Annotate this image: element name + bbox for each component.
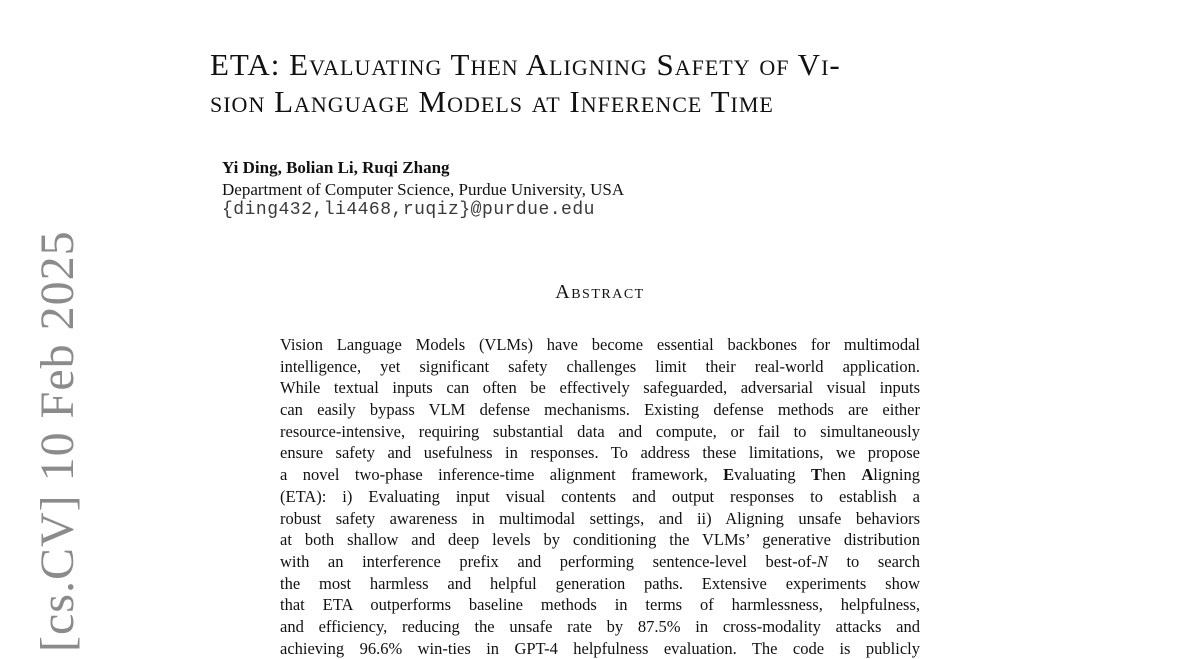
abstract-line: Vision Language Models (VLMs) have become essential backbones for multimodal — [280, 335, 920, 354]
abstract-line: achieving 96.6% win-ties in GPT-4 helpfulness evaluation. The code is publicly — [280, 638, 920, 658]
abstract-line: (ETA): i) Evaluating input visual contents and output responses to establish a — [280, 486, 920, 506]
abstract-line: a novel two-phase inference-time alignment framework, Evaluating Then Aligning — [280, 465, 921, 485]
author-names: Yi Ding, Bolian Li, Ruqi Zhang — [222, 158, 450, 177]
abstract-line: While textual inputs can often be effectively safeguarded, adversarial visual inputs — [280, 378, 920, 398]
abstract-line: that ETA outperforms baseline methods in terms of harmlessness, helpfulness, — [280, 595, 920, 615]
paper-title-line-1: ETA: Evaluating Then Aligning Safety of Vi- — [210, 47, 841, 82]
author-email: {ding432,li4468,ruqiz}@purdue.edu — [222, 200, 595, 220]
abstract-line: and efficiency, reducing the unsafe rate by 87.5% in cross-modality attacks and — [280, 616, 920, 636]
abstract-line: with an interference prefix and performing sentence-level best-of-N to search — [280, 551, 920, 571]
arxiv-stamp: [cs.CV] 10 Feb 2025 — [31, 230, 84, 652]
paper-title — [210, 46, 1060, 120]
abstract-line: intelligence, yet significant safety challenges limit their real-world application. — [280, 356, 920, 376]
abstract-line: the most harmless and helpful generation paths. Extensive experiments show — [280, 573, 920, 593]
paper-title-line-2: sion Language Models at Inference Time — [210, 84, 774, 119]
author-affiliation: Department of Computer Science, Purdue University, USA — [222, 180, 625, 199]
author-block — [222, 157, 822, 221]
abstract-line: robust safety awareness in multimodal settings, and ii) Aligning unsafe behaviors — [280, 508, 920, 528]
abstract-line: at both shallow and deep levels by conditioning the VLMs’ generative distribution — [280, 530, 920, 550]
abstract-line: can easily bypass VLM defense mechanisms. Existing defense methods are either — [280, 400, 920, 420]
abstract-heading: Abstract — [555, 281, 645, 303]
abstract-line: resource-intensive, requiring substantial data and compute, or fail to simultaneously — [280, 421, 920, 441]
abstract-body — [280, 334, 920, 659]
abstract-line: ensure safety and usefulness in responses. To address these limitations, we propose — [280, 443, 920, 463]
